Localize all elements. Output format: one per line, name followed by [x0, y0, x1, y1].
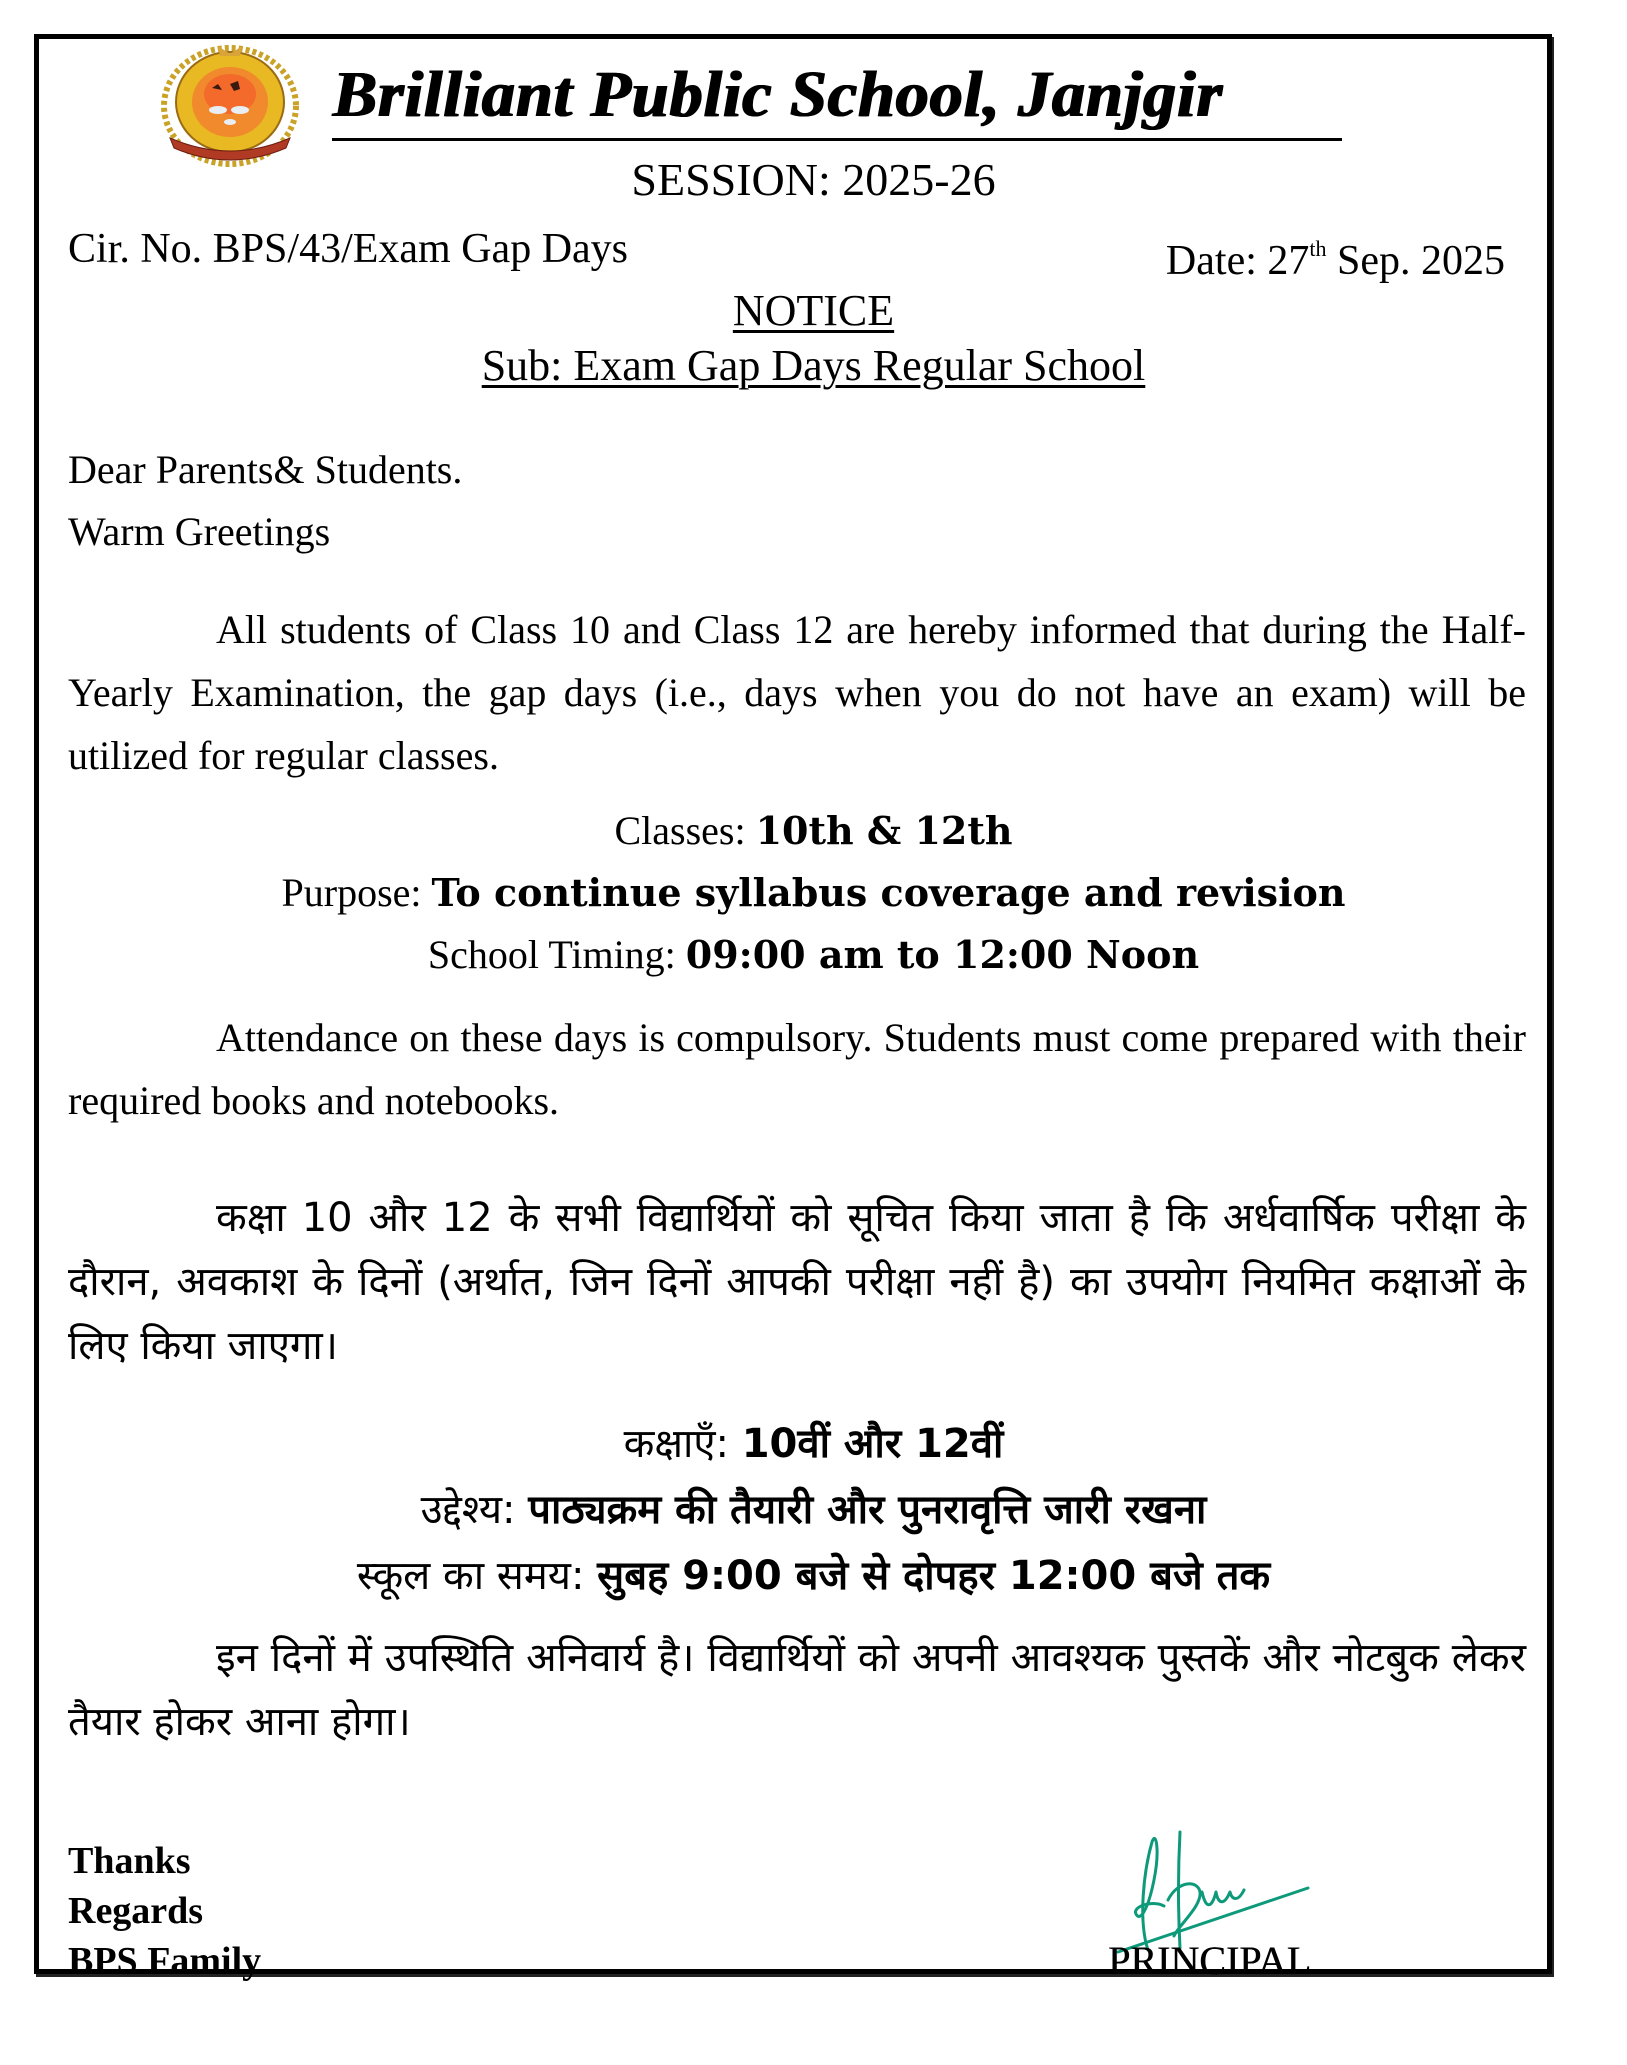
detail-label: कक्षाएँ: — [623, 1421, 742, 1467]
english-paragraph-2 — [68, 1006, 1526, 1132]
detail-timing — [0, 924, 1627, 986]
detail-label: Classes: — [614, 808, 756, 853]
salutation: Dear Parents& Students. — [68, 447, 463, 492]
hindi-paragraph-1 — [68, 1186, 1526, 1378]
detail-value: 10th & 12th — [755, 808, 1013, 853]
notice-subject-text: Sub: Exam Gap Days Regular School — [481, 341, 1146, 390]
closing-sender: BPS Family — [68, 1940, 262, 1982]
detail-classes — [0, 800, 1627, 862]
detail-value: 10वीं और 12वीं — [741, 1421, 1004, 1467]
hindi-paragraph-1-text: कक्षा 10 और 12 के सभी विद्यार्थियों को सूचित किया जाता है कि अर्धवार्षिक परीक्षा के दौरान, अवकाश के दिनों (अर्थात, जिन दिनों आपकी परीक्षा नहीं है) का उपयोग नियमित कक्षाओं के लिए किया जाएगा। — [68, 1195, 1526, 1369]
closing-thanks: Thanks — [68, 1840, 191, 1882]
detail-label: स्कूल का समय: — [356, 1553, 598, 1599]
detail-value: 09:00 am to 12:00 Noon — [685, 932, 1200, 977]
hindi-paragraph-2-text: इन दिनों में उपस्थिति अनिवार्य है। विद्यार्थियों को अपनी आवश्यक पुस्तकें और नोटबुक लेकर तैयार होकर आना होगा। — [68, 1635, 1526, 1745]
hindi-detail-purpose — [0, 1478, 1627, 1542]
notice-date — [1166, 222, 1505, 288]
notice-heading — [0, 284, 1627, 338]
english-paragraph-2-text: Attendance on these days is compulsory. Students must come prepared with their required books and notebooks. — [68, 1015, 1526, 1123]
greeting: Warm Greetings — [68, 509, 331, 554]
detail-purpose — [0, 862, 1627, 924]
detail-label: Purpose: — [281, 870, 432, 915]
closing-regards: Regards — [68, 1890, 204, 1932]
circular-number: Cir. No. BPS/43/Exam Gap Days — [68, 226, 629, 272]
detail-value: सुबह 9:00 बजे से दोपहर 12:00 बजे तक — [597, 1553, 1271, 1599]
hindi-detail-classes — [0, 1412, 1627, 1476]
detail-label: School Timing: — [427, 932, 686, 977]
detail-value: पाठ्यक्रम की तैयारी और पुनरावृत्ति जारी रखना — [528, 1487, 1207, 1533]
date-suffix: Sep. 2025 — [1326, 238, 1505, 284]
english-paragraph-1 — [68, 598, 1526, 787]
hindi-paragraph-2 — [68, 1626, 1526, 1754]
date-ordinal: th — [1309, 236, 1327, 261]
english-paragraph-1-text: All students of Class 10 and Class 12 are hereby informed that during the Half-Yearly Examination, the gap days (i.e., days when you do not have an exam) will be utilized for regular classes. — [68, 607, 1526, 778]
detail-value: To continue syllabus coverage and revision — [431, 870, 1346, 915]
hindi-detail-timing — [0, 1544, 1627, 1608]
session-label: SESSION: 2025-26 — [631, 154, 996, 205]
notice-subject — [0, 338, 1627, 394]
school-name: Brilliant Public School, Janjgir — [332, 52, 1342, 141]
closing-block — [68, 1836, 261, 1986]
detail-label: उद्देश्य: — [420, 1487, 529, 1533]
date-prefix: Date: 27 — [1165, 238, 1310, 284]
signatory-title: PRINCIPAL — [1108, 1938, 1312, 1983]
notice-heading-text: NOTICE — [732, 286, 895, 335]
